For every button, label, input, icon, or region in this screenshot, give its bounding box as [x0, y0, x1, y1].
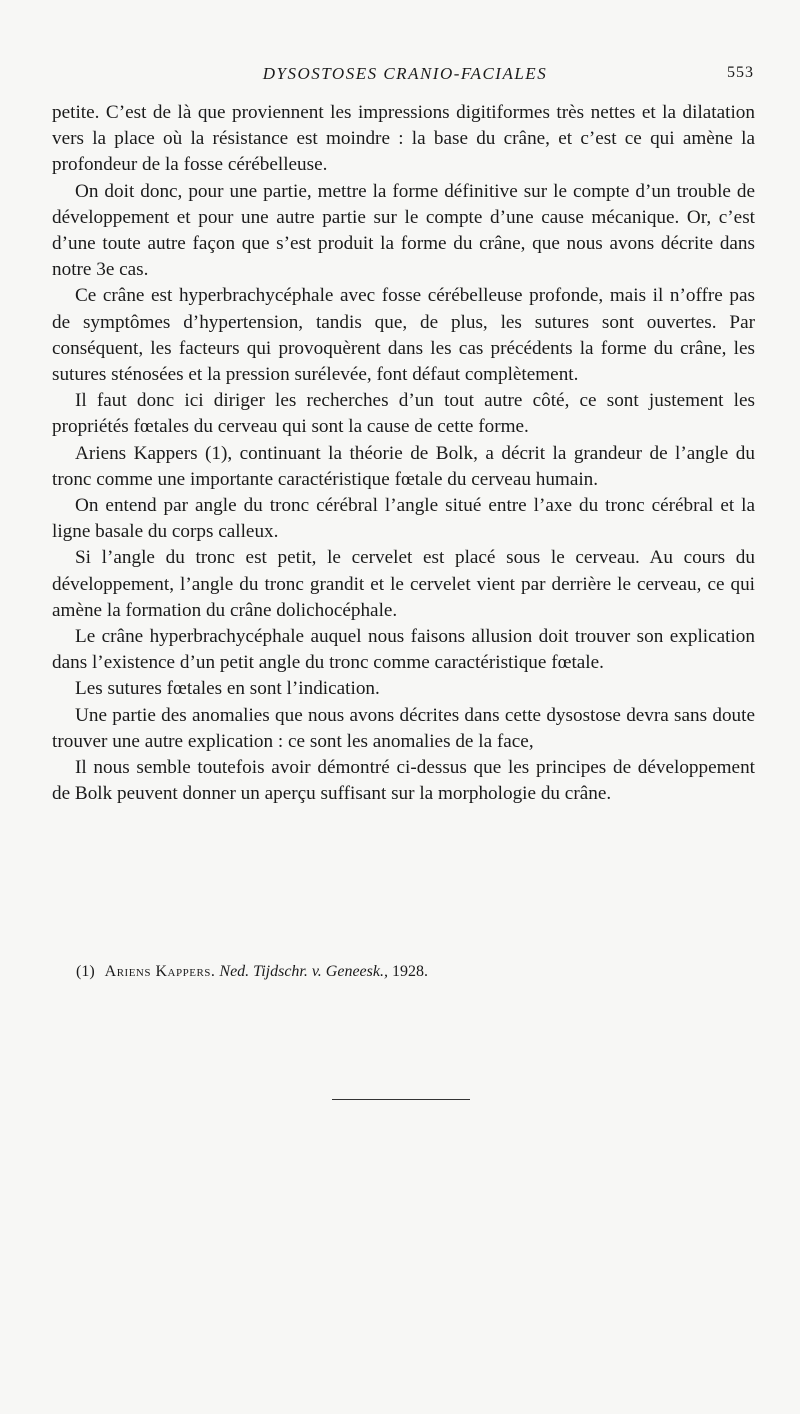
- paragraph: Le crâne hyperbrachycéphale auquel nous faisons allusion doit trouver son explication dans l’existence d’un petit angle du tronc comme caractéristique fœtale.: [52, 626, 755, 674]
- running-header: [52, 64, 758, 86]
- page-number: 553: [727, 64, 754, 81]
- body-text: [52, 100, 755, 807]
- footnote-author: Ariens Kappers.: [104, 963, 216, 980]
- paragraph: Il nous semble toutefois avoir démontré ci-dessus que les principes de développement de Bolk peuvent donner un aperçu suffisant sur la morphologie du crâne.: [52, 757, 755, 805]
- paragraph: Il faut donc ici diriger les recherches d’un tout autre côté, ce sont justement les propriétés fœtales du cerveau qui sont la cause de cette forme.: [52, 390, 755, 438]
- footnote-journal: Ned. Tijdschr. v. Geneesk.,: [219, 963, 388, 980]
- paragraph: petite. C’est de là que proviennent les impressions digitiformes très nettes et la dilatation vers la place où la résistance est moindre : la base du crâne, et c’est ce qui amène la profondeur de la fosse cérébelleuse.: [52, 102, 755, 176]
- paragraph: On entend par angle du tronc cérébral l’angle situé entre l’axe du tronc cérébral et la ligne basale du corps calleux.: [52, 495, 755, 543]
- closing-rule: [332, 1099, 470, 1100]
- paragraph: Ariens Kappers (1), continuant la théorie de Bolk, a décrit la grandeur de l’angle du tronc comme une importante caractéristique fœtale du cerveau humain.: [52, 442, 755, 490]
- paragraph: On doit donc, pour une partie, mettre la forme définitive sur le compte d’un trouble de développement et pour une autre partie sur le compte d’une cause mécanique. Or, c’est d’une toute autre façon que s’est produit la forme du crâne, que nous avons décrite dans notre 3e cas.: [52, 180, 755, 281]
- footnote: [76, 961, 756, 983]
- paragraph: Une partie des anomalies que nous avons décrites dans cette dysostose devra sans doute trouver une autre explication : ce sont les anomalies de la face,: [52, 704, 755, 752]
- footnote-mark: (1): [76, 963, 95, 980]
- paragraph: Si l’angle du tronc est petit, le cervelet est placé sous le cerveau. Au cours du développement, l’angle du tronc grandit et le cervelet vient par derrière le cerveau, ce qui amène la formation du crâne dolichocéphale.: [52, 547, 755, 621]
- running-title: DYSOSTOSES CRANIO-FACIALES: [262, 64, 548, 83]
- footnote-year: 1928.: [391, 963, 428, 980]
- paragraph: Ce crâne est hyperbrachycéphale avec fosse cérébelleuse profonde, mais il n’offre pas de symptômes d’hypertension, tandis que, de plus, les sutures sont ouvertes. Par conséquent, les facteurs qui provoquèrent dans les cas précédents la forme du crâne, les sutures sténosées et la pression surélevée, font défaut complètement.: [52, 285, 755, 386]
- paragraph: Les sutures fœtales en sont l’indication.: [75, 678, 380, 700]
